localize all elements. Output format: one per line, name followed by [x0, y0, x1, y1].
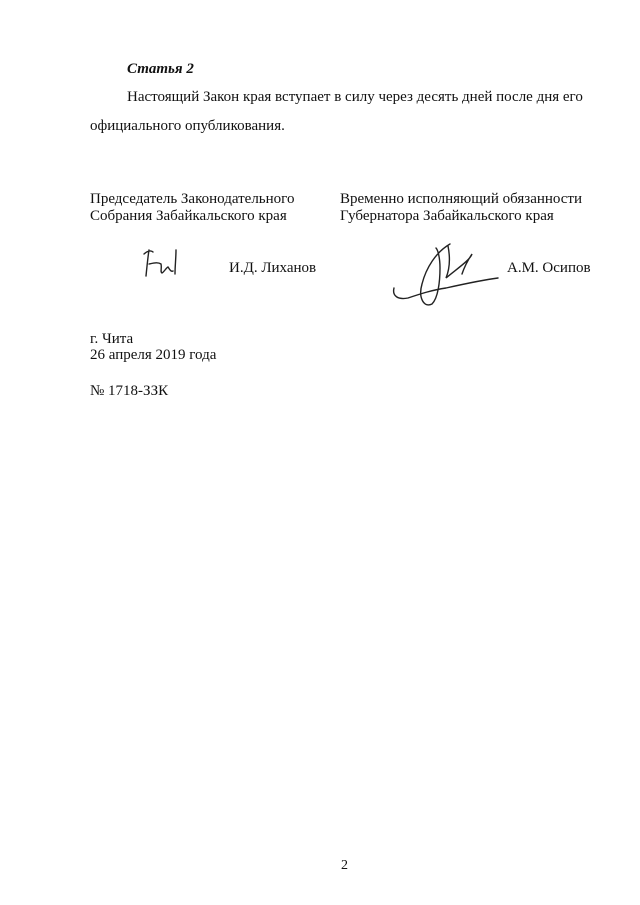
right-signatory-position-line-1: Временно исполняющий обязанности — [340, 191, 583, 207]
law-number: № 1718-ЗЗК — [90, 383, 169, 399]
left-signatory-position-line-2: Собрания Забайкальского края — [90, 208, 287, 224]
place: г. Чита — [90, 331, 134, 347]
left-signatory-position-line-1: Председатель Законодательного — [90, 191, 295, 207]
left-handwritten-signature — [140, 246, 190, 282]
page-number: 2 — [341, 858, 348, 873]
article-text-line-2: официального опубликования. — [90, 118, 285, 134]
article-text-line-1: Настоящий Закон края вступает в силу через десять дней после дня его — [127, 89, 583, 105]
right-signatory-name: А.М. Осипов — [507, 260, 591, 276]
right-signatory-position-line-2: Губернатора Забайкальского края — [340, 208, 554, 224]
article-title: Статья 2 — [127, 61, 194, 77]
signing-date: 26 апреля 2019 года — [90, 347, 217, 363]
right-handwritten-signature — [388, 238, 500, 312]
left-signatory-name: И.Д. Лиханов — [229, 260, 317, 276]
